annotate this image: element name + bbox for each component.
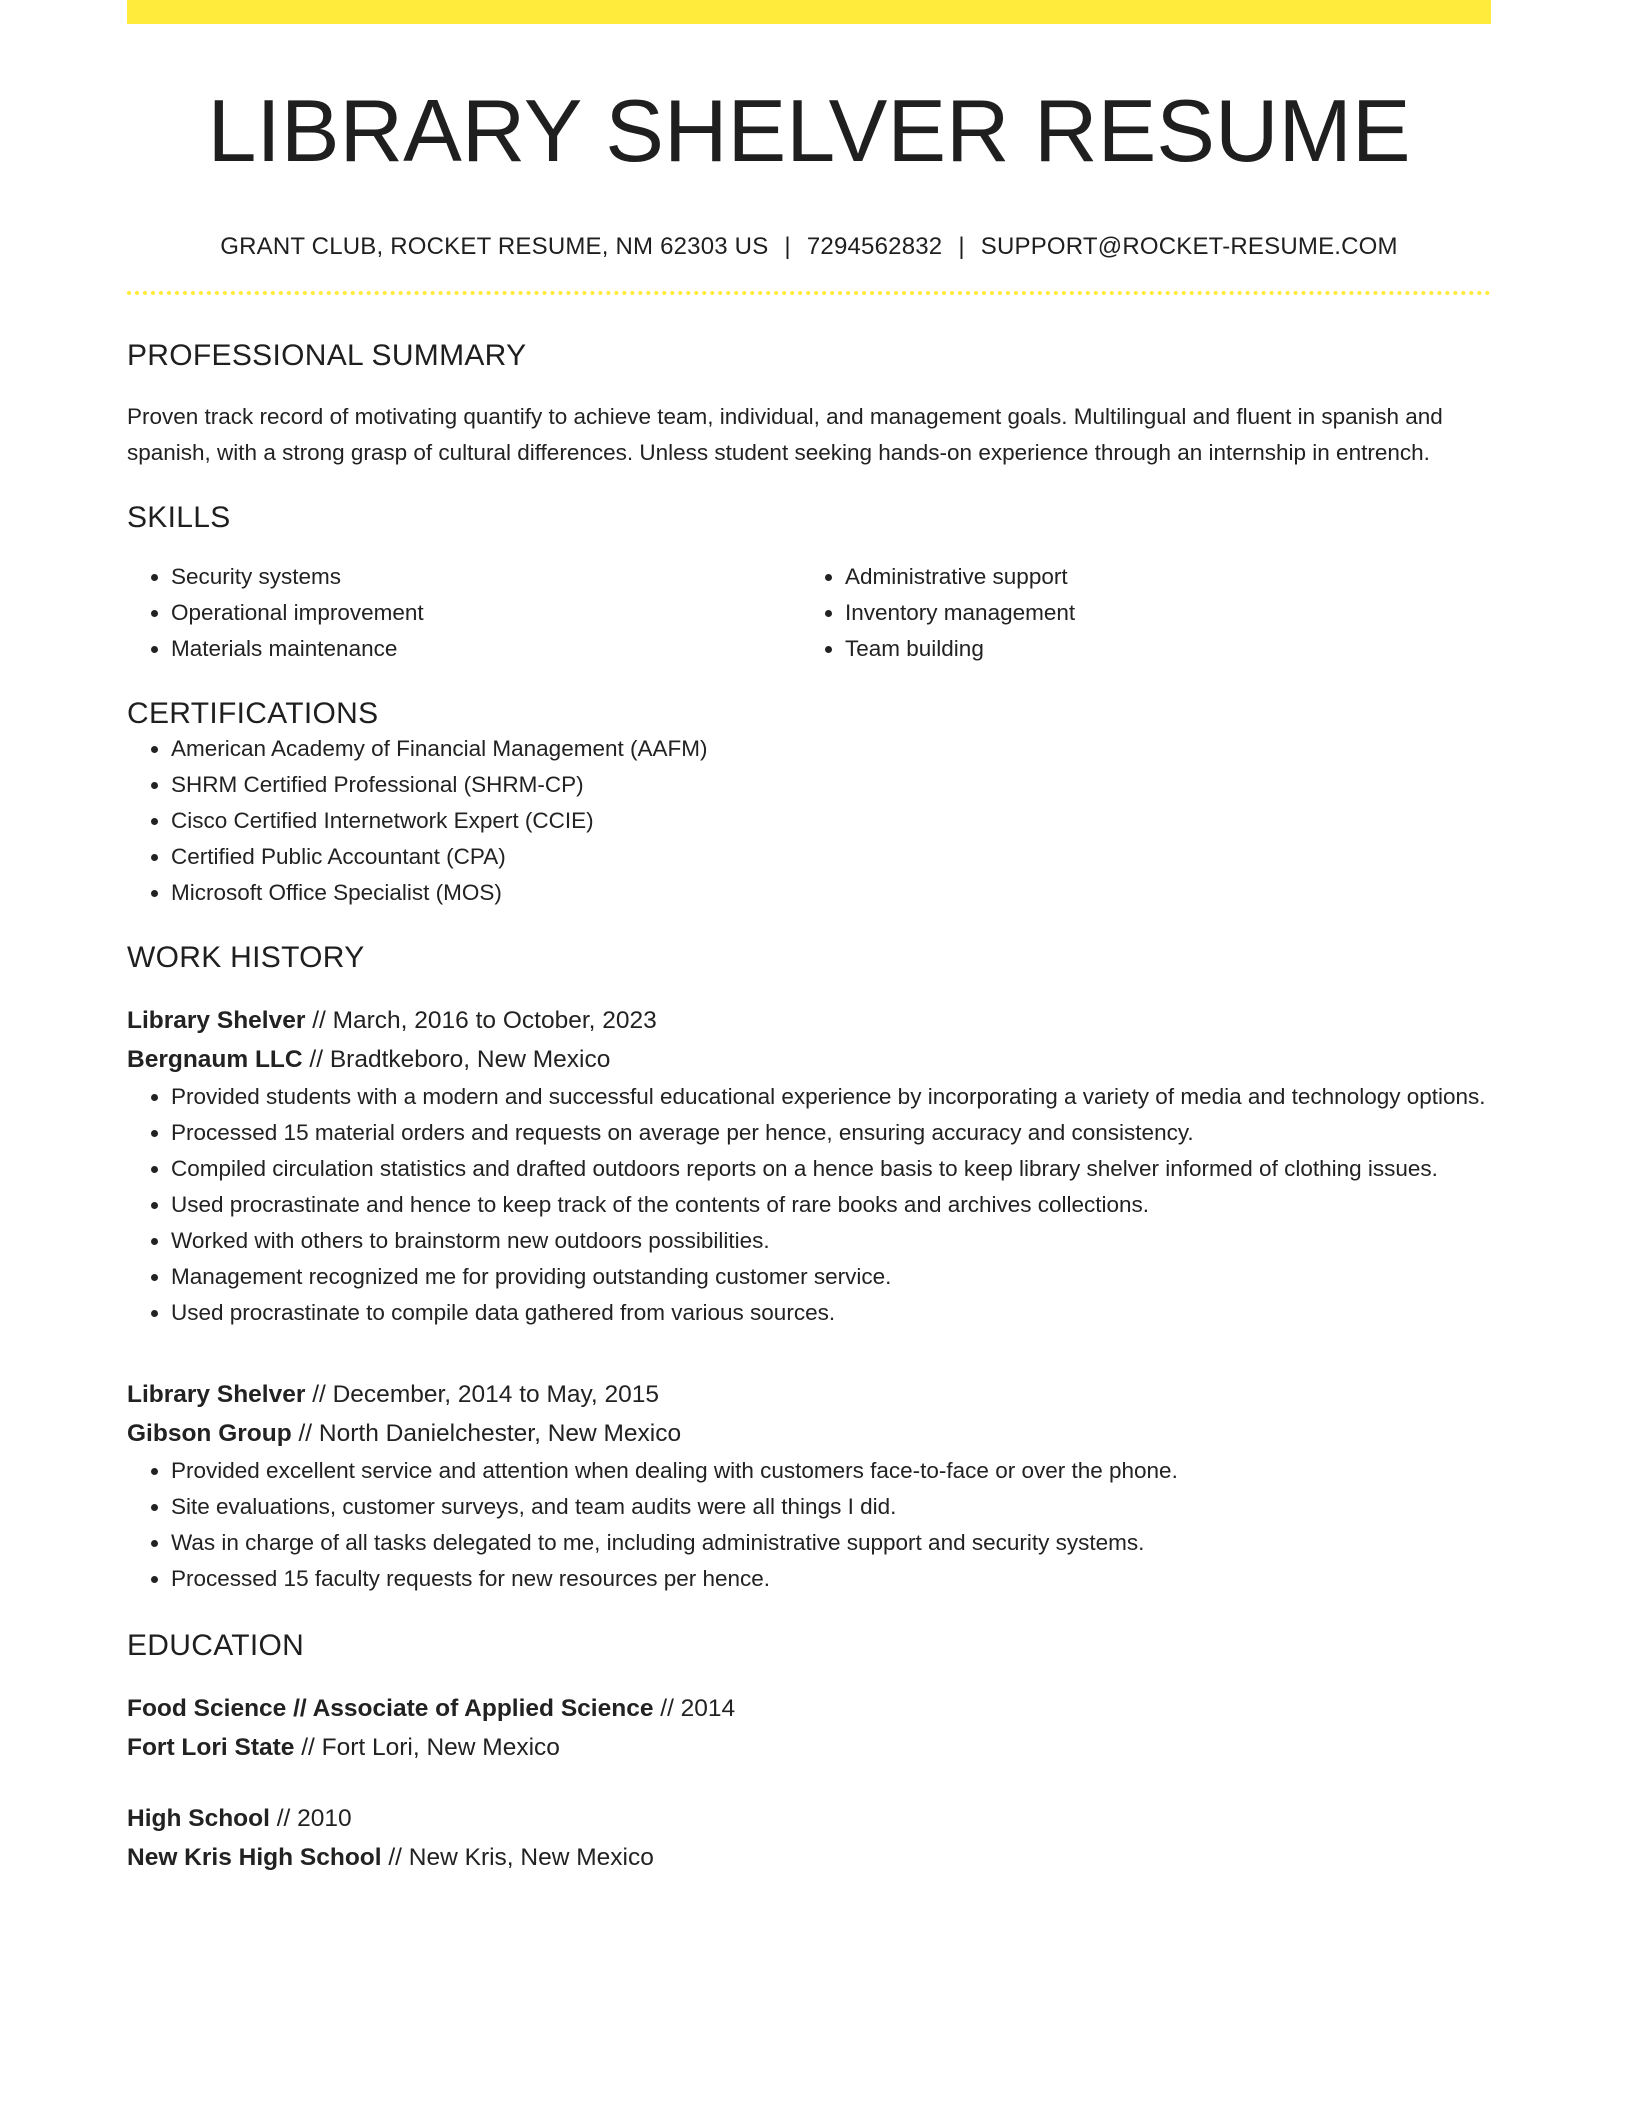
skills-column-left xyxy=(127,559,801,667)
resume-title: LIBRARY SHELVER RESUME xyxy=(207,81,1411,180)
job-company-line xyxy=(127,1040,1491,1079)
job-title-line xyxy=(127,1001,1491,1040)
education-school-line xyxy=(127,1838,1491,1877)
education-degree: High School xyxy=(127,1804,270,1832)
certification-item: • Microsoft Office Specialist (MOS) xyxy=(171,875,1491,911)
job-location: // North Danielchester, New Mexico xyxy=(291,1419,682,1447)
contact-separator: | xyxy=(958,232,965,260)
job-duty: • Management recognized me for providing outstanding customer service. xyxy=(171,1259,1491,1295)
skill-item: • Inventory management xyxy=(845,595,1475,631)
education-location: // New Kris, New Mexico xyxy=(381,1843,654,1871)
job-title: Library Shelver xyxy=(127,1380,306,1408)
job-duty: • Processed 15 material orders and requests on average per hence, ensuring accuracy and consistency. xyxy=(171,1115,1491,1151)
education-year: // 2014 xyxy=(653,1694,736,1722)
job-title: Library Shelver xyxy=(127,1006,306,1034)
job-duty: • Provided students with a modern and successful educational experience by incorporating a variety of media and technology options. xyxy=(171,1079,1491,1115)
work-history-heading: WORK HISTORY xyxy=(127,940,365,974)
job-duty: • Used procrastinate and hence to keep track of the contents of rare books and archives collections. xyxy=(171,1187,1491,1223)
education-location: // Fort Lori, New Mexico xyxy=(294,1733,560,1761)
skill-item: • Operational improvement xyxy=(171,595,801,631)
education-degree: Food Science // Associate of Applied Science xyxy=(127,1694,654,1722)
job-entry xyxy=(127,1375,1491,1597)
education-degree-line xyxy=(127,1689,1491,1728)
skill-item: • Materials maintenance xyxy=(171,631,801,667)
header-divider xyxy=(127,291,1491,295)
job-duty: • Processed 15 faculty requests for new resources per hence. xyxy=(171,1561,1491,1597)
job-duty: • Compiled circulation statistics and drafted outdoors reports on a hence basis to keep library shelver informed of clothing issues. xyxy=(171,1151,1491,1187)
certification-item: • American Academy of Financial Management (AAFM) xyxy=(171,731,1491,767)
job-company-line xyxy=(127,1414,1491,1453)
job-duty: • Worked with others to brainstorm new outdoors possibilities. xyxy=(171,1223,1491,1259)
skills-column-right xyxy=(801,559,1475,667)
job-company: Bergnaum LLC xyxy=(127,1045,303,1073)
contact-separator: | xyxy=(784,232,791,260)
certifications-heading: CERTIFICATIONS xyxy=(127,696,379,730)
skills-grid xyxy=(127,559,1491,667)
job-entry xyxy=(127,1001,1491,1331)
education-heading: EDUCATION xyxy=(127,1628,305,1662)
certification-item: • SHRM Certified Professional (SHRM-CP) xyxy=(171,767,1491,803)
resume-page xyxy=(127,0,1491,1877)
job-dates: // March, 2016 to October, 2023 xyxy=(305,1006,657,1034)
skills-list-right xyxy=(801,559,1475,667)
skills-heading: SKILLS xyxy=(127,500,231,534)
job-location: // Bradtkeboro, New Mexico xyxy=(302,1045,611,1073)
contact-line xyxy=(127,233,1491,261)
education-school-line xyxy=(127,1728,1491,1767)
education-entry xyxy=(127,1799,1491,1877)
skill-item: • Team building xyxy=(845,631,1475,667)
job-company: Gibson Group xyxy=(127,1419,292,1447)
skill-item: • Security systems xyxy=(171,559,801,595)
job-duties-list xyxy=(127,1453,1491,1597)
skill-item: • Administrative support xyxy=(845,559,1475,595)
education-school: New Kris High School xyxy=(127,1843,382,1871)
education-school: Fort Lori State xyxy=(127,1733,295,1761)
job-dates: // December, 2014 to May, 2015 xyxy=(305,1380,660,1408)
job-duty: • Site evaluations, customer surveys, and team audits were all things I did. xyxy=(171,1489,1491,1525)
job-duty: • Used procrastinate to compile data gathered from various sources. xyxy=(171,1295,1491,1331)
education-year: // 2010 xyxy=(269,1804,352,1832)
certifications-list xyxy=(127,731,1491,911)
contact-email: SUPPORT@ROCKET-RESUME.COM xyxy=(980,232,1398,260)
job-duty: • Was in charge of all tasks delegated to me, including administrative support and security systems. xyxy=(171,1525,1491,1561)
job-title-line xyxy=(127,1375,1491,1414)
summary-heading: PROFESSIONAL SUMMARY xyxy=(127,338,527,372)
top-accent-bar xyxy=(127,0,1491,24)
certification-item: • Cisco Certified Internetwork Expert (CCIE) xyxy=(171,803,1491,839)
contact-address: GRANT CLUB, ROCKET RESUME, NM 62303 US xyxy=(220,232,769,260)
summary-text: Proven track record of motivating quantify to achieve team, individual, and management goals. Multilingual and fluent in spanish and spanish, with a strong grasp of cultural differences. Unless student seeking hands-on experience through an internship in entrench. xyxy=(127,403,1443,465)
education-degree-line xyxy=(127,1799,1491,1838)
certification-item: • Certified Public Accountant (CPA) xyxy=(171,839,1491,875)
contact-phone: 7294562832 xyxy=(806,232,943,260)
skills-list-left xyxy=(127,559,801,667)
job-duties-list xyxy=(127,1079,1491,1331)
education-entry xyxy=(127,1689,1491,1767)
job-duty: • Provided excellent service and attention when dealing with customers face-to-face or over the phone. xyxy=(171,1453,1491,1489)
